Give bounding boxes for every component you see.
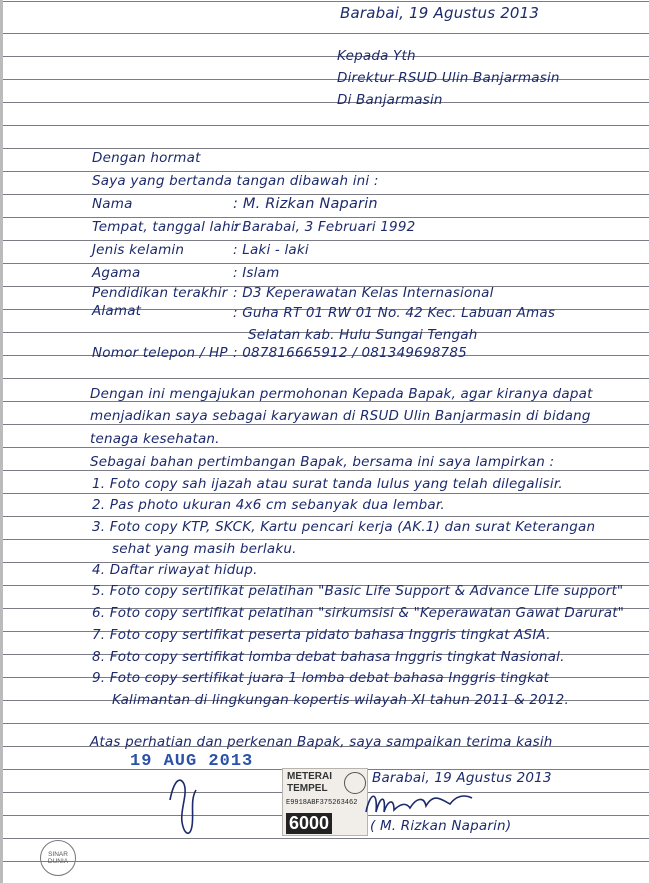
attachment-item: 6. Foto copy sertifikat pelatihan "sirkumsisi & "Keperawatan Gawat Darurat"	[92, 605, 625, 621]
identity-value: : D3 Keperawatan Kelas Internasional	[233, 285, 494, 301]
initials-mark	[166, 770, 206, 842]
signature-name: ( M. Rizkan Naparin)	[370, 818, 512, 834]
revenue-stamp-line2: TEMPEL	[287, 783, 328, 794]
identity-value: : M. Rizkan Naparin	[233, 196, 378, 212]
signature-mark	[360, 786, 480, 820]
attachment-item: 4. Daftar riwayat hidup.	[92, 562, 258, 578]
attachment-item: 8. Foto copy sertifikat lomba debat bahasa Inggris tingkat Nasional.	[92, 649, 565, 665]
identity-label: Pendidikan terakhir	[92, 285, 228, 301]
identity-label: Nomor telepon / HP	[92, 345, 228, 361]
paper-brand-logo: SINAR DUNIA	[40, 840, 76, 876]
identity-value: : Barabai, 3 Februari 1992	[233, 219, 416, 235]
identity-label: Nama	[92, 196, 133, 212]
body-line: menjadikan saya sebagai karyawan di RSUD Ulin Banjarmasin di bidang	[90, 408, 591, 424]
intro-line: Saya yang bertanda tangan dibawah ini :	[92, 173, 379, 189]
identity-label: Agama	[92, 265, 141, 281]
addressee-recipient: Direktur RSUD Ulin Banjarmasin	[337, 70, 560, 86]
identity-label: Tempat, tanggal lahir	[92, 219, 241, 235]
date-line: Barabai, 19 Agustus 2013	[340, 4, 540, 22]
identity-value: : Islam	[233, 265, 280, 281]
attachment-item: 7. Foto copy sertifikat peserta pidato bahasa Inggris tingkat ASIA.	[92, 627, 551, 643]
addressee-place: Di Banjarmasin	[337, 92, 443, 108]
identity-value: : Laki - laki	[233, 242, 309, 258]
body-line: tenaga kesehatan.	[90, 431, 220, 447]
attachment-item: sehat yang masih berlaku.	[112, 541, 297, 557]
addressee-to: Kepada Yth	[337, 48, 416, 64]
address-continuation: Selatan kab. Hulu Sungai Tengah	[248, 327, 478, 343]
revenue-stamp-line1: METERAI	[287, 771, 332, 782]
greeting: Dengan hormat	[92, 150, 201, 166]
attachment-item: 3. Foto copy KTP, SKCK, Kartu pencari kerja (AK.1) dan surat Keterangan	[92, 519, 596, 535]
attachment-item: 1. Foto copy sah ijazah atau surat tanda lulus yang telah dilegalisir.	[92, 476, 563, 492]
body-line: Dengan ini mengajukan permohonan Kepada Bapak, agar kiranya dapat	[90, 386, 593, 402]
signature-date-line: Barabai, 19 Agustus 2013	[372, 770, 552, 786]
revenue-stamp-value: 6000	[286, 813, 332, 834]
body-line: Sebagai bahan pertimbangan Bapak, bersama ini saya lampirkan :	[90, 454, 555, 470]
revenue-stamp-code: E9918ABF375263462	[286, 799, 358, 807]
attachment-item: 5. Foto copy sertifikat pelatihan "Basic Life Support & Advance Life support"	[92, 583, 624, 599]
identity-value: : Guha RT 01 RW 01 No. 42 Kec. Labuan Amas	[233, 305, 556, 321]
attachment-item: 9. Foto copy sertifikat juara 1 lomba debat bahasa Inggris tingkat	[92, 670, 550, 686]
identity-value: : 087816665912 / 081349698785	[233, 345, 467, 361]
attachment-item: 2. Pas photo ukuran 4x6 cm sebanyak dua lembar.	[92, 497, 445, 513]
received-date-stamp: 19 AUG 2013	[130, 752, 254, 771]
identity-label: Jenis kelamin	[92, 242, 185, 258]
paper-edge	[0, 0, 3, 883]
attachment-item: Kalimantan di lingkungan kopertis wilayah XI tahun 2011 & 2012.	[112, 692, 569, 708]
identity-label: Alamat	[92, 303, 142, 319]
closing-line: Atas perhatian dan perkenan Bapak, saya sampaikan terima kasih	[90, 734, 553, 750]
